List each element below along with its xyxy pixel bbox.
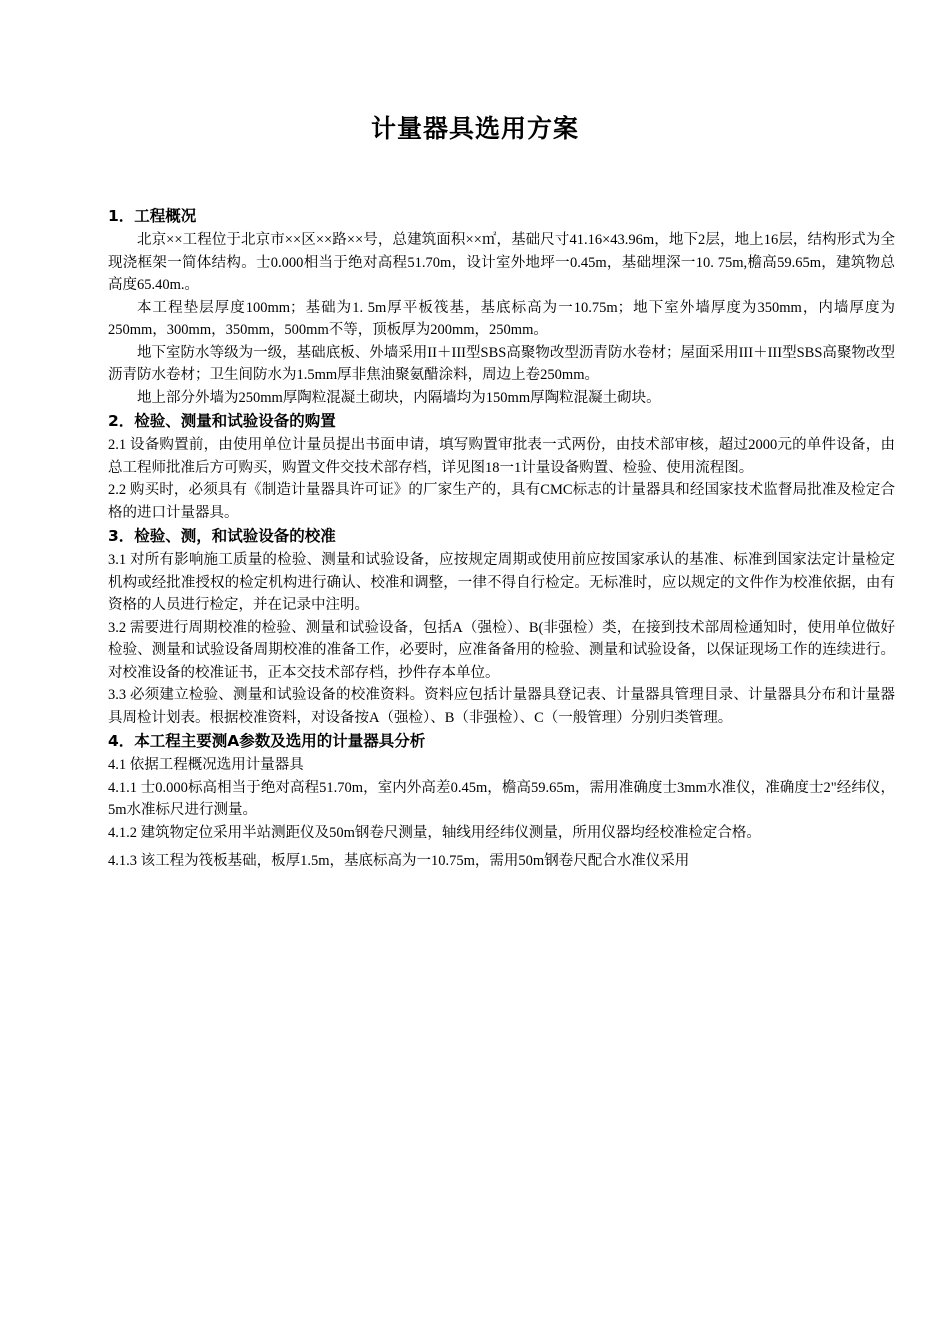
page-title: 计量器具选用方案 bbox=[370, 114, 579, 143]
section-heading: 2．检验、测量和试验设备的购置 bbox=[108, 412, 336, 430]
paragraph: 本工程垫层厚度100mm；基础为1. 5m厚平板筏基，基底标高为一10.75m；地下室外墙厚度为350mm，内墙厚度为250mm，300mm，350mm，500mm不等，顶板厚为200mm，250mm。 bbox=[108, 299, 895, 338]
section-heading: 4．本工程主要测A参数及选用的计量器具分析 bbox=[108, 732, 426, 750]
section-1 bbox=[108, 204, 895, 409]
document-body bbox=[108, 204, 895, 873]
paragraph: 2.1 设备购置前，由使用单位计量员提出书面申请，填写购置审批表一式两份，由技术部审核，超过2000元的单件设备，由总工程师批准后方可购买，购置文件交技术部存档，详见图18一1计量设备购置、检验、使用流程图。 bbox=[108, 437, 895, 476]
paragraph: 3.2 需要进行周期校准的检验、测量和试验设备，包括A（强检）、B(非强检）类，在接到技术部周检通知时，使用单位做好检验、测量和试验设备周期校准的准备工作，必要时，应准备备用的检验、测量和试验设备，以保证现场工作的连续进行。对校准设备的校准证书，正本交技术部存档，抄件存本单位。 bbox=[108, 619, 895, 681]
paragraph: 地上部分外墙为250mm厚陶粒混凝土砌块，内隔墙均为150mm厚陶粒混凝土砌块。 bbox=[137, 389, 661, 406]
section-4 bbox=[108, 729, 895, 873]
paragraph: 4.1.2 建筑物定位采用半站测距仪及50m钢卷尺测量，轴线用经纬仪测量，所用仪器均经校准检定合格。 bbox=[108, 824, 761, 841]
section-heading: 3．检验、测，和试验设备的校准 bbox=[108, 527, 336, 545]
paragraph: 4.1.1 士0.000标高相当于绝对高程51.70m，室内外高差0.45m，檐高59.65m，需用准确度士3mm水准仪，准确度士2"经纬仪，5m水准标尺进行测量。 bbox=[108, 779, 895, 818]
paragraph: 2.2 购买时，必须具有《制造计量器具许可证》的厂家生产的，具有CMC标志的计量器具和经国家技术监督局批准及检定合格的进口计量器具。 bbox=[108, 482, 895, 521]
paragraph: 北京××工程位于北京市××区××路××号，总建筑面积××㎡，基础尺寸41.16×43.96m，地下2层，地上16层，结构形式为全现浇框架一简体结构。士0.000相当于绝对高程51.70m，设计室外地坪一0.45m，基础埋深一10. 75m,檐高59.65m，建筑物总高度65.40m.。 bbox=[108, 232, 895, 293]
section-3 bbox=[108, 524, 895, 729]
paragraph: 4.1 依据工程概况选用计量器具 bbox=[108, 757, 304, 773]
section-2 bbox=[108, 409, 895, 524]
paragraph: 地下室防水等级为一级，基础底板、外墙采用II＋III型SBS高聚物改型沥青防水卷材；屋面采用III＋III型SBS高聚物改型沥青防水卷材；卫生间防水为1.5mm厚非焦油聚氨醋涂料，周边上卷250mm。 bbox=[108, 344, 895, 383]
paragraph: 3.3 必须建立检验、测量和试验设备的校准资料。资料应包括计量器具登记表、计量器具管理目录、计量器具分布和计量器具周检计划表。根据校准资料，对设备按A（强检）、B（非强检）、C（一般管理）分别归类管理。 bbox=[108, 687, 895, 726]
paragraph: 3.1 对所有影响施工质量的检验、测量和试验设备，应按规定周期或使用前应按国家承认的基准、标准到国家法定计量检定机构或经批准授权的检定机构进行确认、校准和调整，一律不得自行检定。无标准时，应以规定的文件作为校准依据，由有资格的人员进行检定，并在记录中注明。 bbox=[108, 552, 895, 613]
paragraph: 4.1.3 该工程为筏板基础，板厚1.5m，基底标高为一10.75m，需用50m钢卷尺配合水准仪采用 bbox=[108, 853, 690, 869]
section-heading: 1．工程概况 bbox=[108, 207, 197, 225]
